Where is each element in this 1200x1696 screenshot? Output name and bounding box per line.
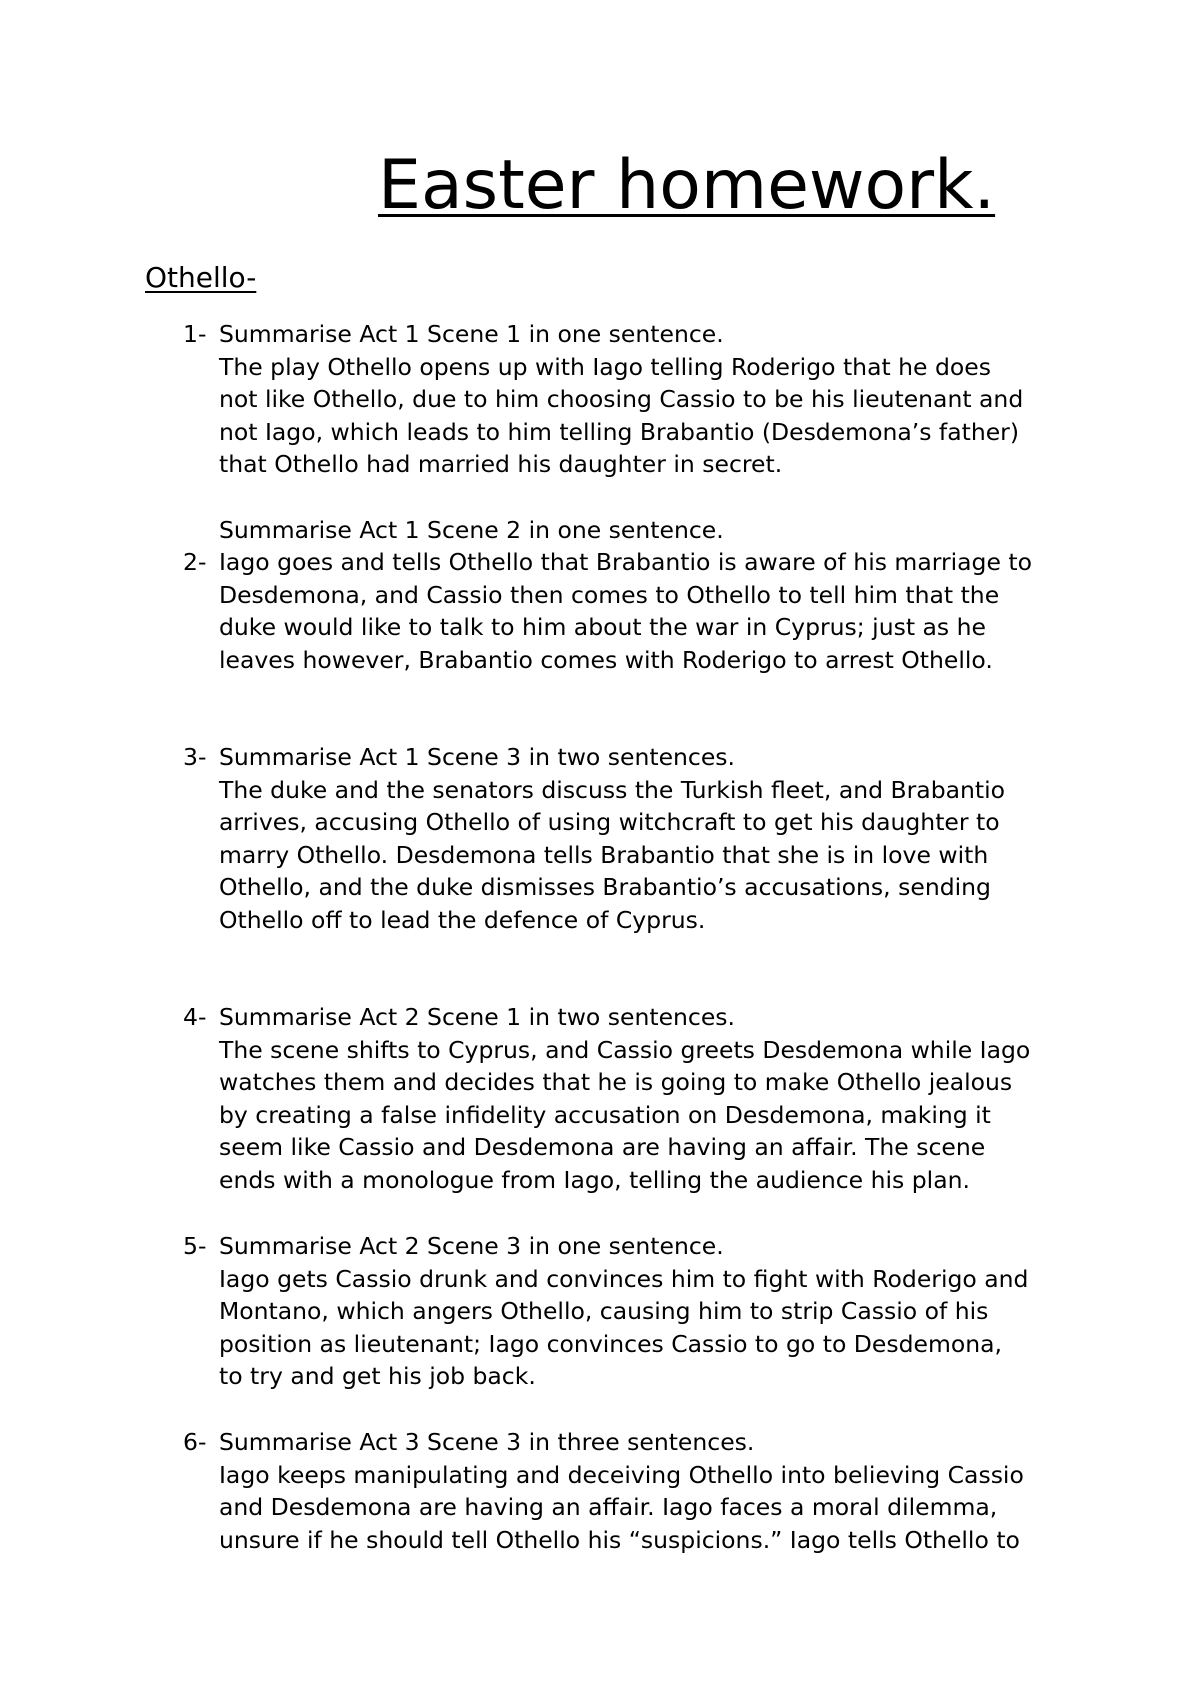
answer-line: arrives, accusing Othello of using witchcraft to get his daughter to <box>219 808 1000 837</box>
item-content <box>219 1426 1024 1556</box>
item-prompt: Summarise Act 3 Scene 3 in three sentences. <box>219 1428 755 1456</box>
answer-line: seem like Cassio and Desdemona are having an affair. The scene <box>219 1133 986 1162</box>
answer-line: to try and get his job back. <box>219 1362 536 1391</box>
answer-line: The scene shifts to Cyprus, and Cassio greets Desdemona while Iago <box>219 1035 1031 1064</box>
item-number: 1- <box>183 320 207 348</box>
answer-line: by creating a false infidelity accusation on Desdemona, making it <box>219 1100 991 1129</box>
item-content <box>219 318 1023 481</box>
answer-line: Desdemona, and Cassio then comes to Othello to tell him that the <box>219 580 1000 609</box>
item-number: 2- <box>183 548 207 576</box>
answer-line: Othello, and the duke dismisses Brabantio’s accusations, sending <box>219 873 991 902</box>
answer-line: leaves however, Brabantio comes with Roderigo to arrest Othello. <box>219 645 993 674</box>
section-heading: Othello- <box>145 261 257 294</box>
item-prompt: Summarise Act 2 Scene 3 in one sentence. <box>219 1232 724 1260</box>
item-prompt: Summarise Act 1 Scene 3 in two sentences. <box>219 743 736 771</box>
document-title: Easter homework. <box>378 146 996 225</box>
answer-line: duke would like to talk to him about the war in Cyprus; just as he <box>219 613 986 642</box>
item-content <box>219 1001 1030 1197</box>
item-number: 5- <box>183 1232 207 1260</box>
item-prompt: Summarise Act 1 Scene 2 in one sentence. <box>219 516 724 544</box>
item-prompt: Summarise Act 1 Scene 1 in one sentence. <box>219 320 724 348</box>
answer-line: marry Othello. Desdemona tells Brabantio that she is in love with <box>219 840 989 869</box>
answer-line: watches them and decides that he is going to make Othello jealous <box>219 1068 1013 1097</box>
answer-line: and Desdemona are having an affair. Iago faces a moral dilemma, <box>219 1493 998 1522</box>
answer-line: The duke and the senators discuss the Turkish fleet, and Brabantio <box>219 775 1006 804</box>
answer-line: ends with a monologue from Iago, telling the audience his plan. <box>219 1165 970 1194</box>
answer-line: not like Othello, due to him choosing Cassio to be his lieutenant and <box>219 385 1024 414</box>
item-prompt: Summarise Act 2 Scene 1 in two sentences. <box>219 1003 736 1031</box>
item-content <box>219 546 1032 676</box>
answer-line: Iago gets Cassio drunk and convinces him to fight with Roderigo and <box>219 1264 1029 1293</box>
answer-line: The play Othello opens up with Iago telling Roderigo that he does <box>219 352 991 381</box>
item-content <box>219 1230 1028 1393</box>
item-number: 6- <box>183 1428 207 1456</box>
answer-line: Othello off to lead the defence of Cyprus. <box>219 905 706 934</box>
answer-line: that Othello had married his daughter in secret. <box>219 450 783 479</box>
answer-line: position as lieutenant; Iago convinces Cassio to go to Desdemona, <box>219 1329 1003 1358</box>
item-number: 3- <box>183 743 207 771</box>
item-number: 4- <box>183 1003 207 1031</box>
item-content <box>219 741 1005 937</box>
answer-line: Iago keeps manipulating and deceiving Othello into believing Cassio <box>219 1460 1024 1489</box>
answer-line: Montano, which angers Othello, causing him to strip Cassio of his <box>219 1297 989 1326</box>
answer-line: unsure if he should tell Othello his “suspicions.” Iago tells Othello to <box>219 1525 1020 1554</box>
answer-line: not Iago, which leads to him telling Brabantio (Desdemona’s father) <box>219 417 1019 446</box>
answer-line: Iago goes and tells Othello that Brabantio is aware of his marriage to <box>219 548 1032 576</box>
